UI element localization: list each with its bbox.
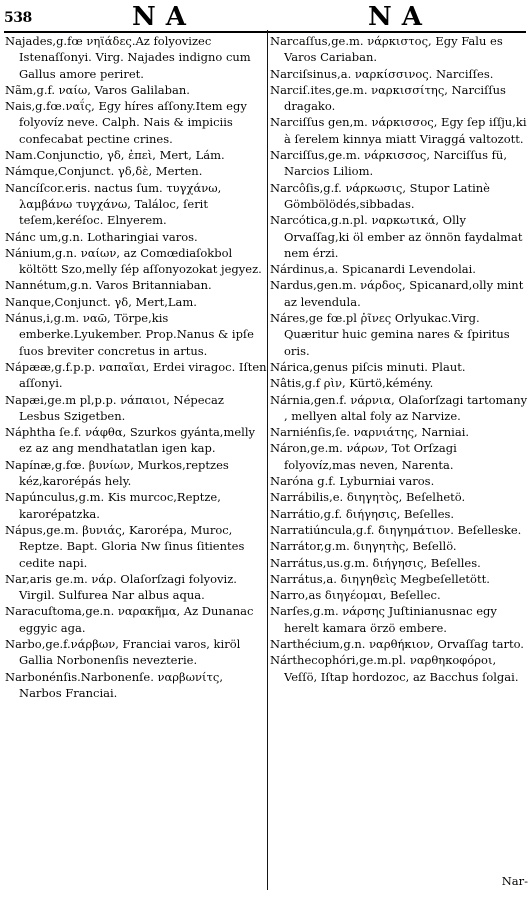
dictionary-entry: Narratiúncula,g.f. διηγημάτιον. Beſelleske. [270,522,522,537]
dictionary-entry: Nar,aris ge.m. νάρ. Olaſorſzagi folyoviz. Virgil. Sulfurea Nar albus aqua. [5,571,237,603]
dictionary-entry: Narrátus,us.g.m. διήγησις, Beſelles. [270,555,481,570]
dictionary-entry: Narthécium,g.n. ναρθήκιον, Orvaſſag tarto. [270,636,524,651]
dictionary-entry: Narniénſis,ſe. ναρνιάτης, Narniai. [270,425,470,440]
dictionary-entry: Nam.Conjunctio, γδ, ἐπεὶ, Mert, Lám. [5,148,225,163]
dictionary-entry: Náphtha ſe.f. νάφθα, Szurkos gyánta,melly ez az ang mendhatatlan igen kap. [5,425,256,456]
dictionary-entry: Narciſsinus,a. ναρκίσσινος. Narciſſes. [270,66,494,81]
dictionary-entry: Napúnculus,g.m. Kis murcoc,Reptze, karorépatzka. [5,490,221,521]
dictionary-entry: Nárdinus,a. Spicanardi Levendolai. [270,262,476,277]
dictionary-entry: Nardus,gen.m. νάρδος, Spicanard,olly mint az levendula. [270,278,524,309]
dictionary-entry: Narcôſis,g.f. νάρκωσις, Stupor Latinè Gömbölödés,sibbadas. [270,180,490,211]
dictionary-entry: Narciſſus,ge.m. νάρκισσος, Narciſſus fü, Narcios Liliom. [270,148,507,179]
dictionary-entry: Nannétum,g.n. Varos Britanniaban. [5,278,212,293]
dictionary-entry: Náres,ge fœ.pl ῥῖνες Orlyukac.Virg. Quæritur huic gemina nares & ſpiritus oris. [270,311,510,358]
dictionary-entry: Narrátus,a. διηγηθεὶς Megbeſelletött. [270,571,490,586]
left-column [5,33,267,701]
dictionary-entry: Narrábilis,e. διηγητὸς, Beſelhetö. [270,490,466,505]
dictionary-entry: Naróna g.f. Lyburniai varos. [270,474,435,489]
dictionary-entry: Nápææ,g.f.p.p. ναπαῖαι, Erdei viragoc. Iſten aſſonyi. [5,359,267,391]
dictionary-entry: Nánium,g.n. ναίων, az Comœdiaſokbol költött Szo,melly ſép aſſonyozokat jegyez. [5,245,262,277]
dictionary-entry: Narro,as διηγέομαι, Beſellec. [270,588,441,603]
dictionary-entry: Nápus,ge.m. βυνιάς, Karorépa, Muroc, Reptze. Bapt. Gloria Nw ſinus ſitientes cedite napi. [5,522,245,570]
dictionary-entry: Nánc um,g.n. Lotharingiai varos. [5,229,198,244]
dictionary-entry: Narrátio,g.f. διήγησις, Beſelles. [270,506,455,521]
dictionary-entry: Narciſ.ites,ge.m. ναρκισσίτης, Narciſſus dragako. [270,82,506,114]
dictionary-entry: Naracuſtoma,ge.n. ναρακῆμα, Az Dunanac eggyic aga. [5,604,254,635]
dictionary-entry: Narbo,ge.f.νάρβων, Franciai varos, kiröl Gallia Norbonenſis nevezterie. [5,636,241,668]
dictionary-entry: Narciſſus gen,m. νάρκισσος, Egy ſep iſſju,ki à ſerelem kinnya miatt Viraggá valtozott. [270,115,527,146]
dictionary-entry: Nárica,genus piſcis minuti. Plaut. [270,359,466,374]
dictionary-entry: Napæi,ge.m pl,p.p. νάπαιοι, Népecaz Lesbus Szigetben. [5,392,224,423]
dictionary-entry: Nancíſcor.eris. nactus ſum. τυγχάνω, λαμβάνω τυγχάνω, Találoc, ſerit teſem,keréſoc. Elnyerem. [5,180,222,228]
right-column [270,33,530,685]
dictionary-entry: Narſes,g.m. νάρσης Juſtinianusnac egy herelt kamara örzö embere. [270,604,497,635]
dictionary-entry: Náron,ge.m. νάρων, Tot Orſzagi folyovíz,mas neven, Narenta. [270,441,457,472]
dictionary-entry: Narcótica,g.n.pl. ναρκωτικά, Olly Orvaſſag,ki öl ember az önnön faydalmat nem érzi. [270,213,523,260]
running-head-left: NA [132,2,196,32]
dictionary-entry: Narcaſſus,ge.m. νάρκιστος, Egy Falu es Varos Cariaban. [270,34,503,65]
page-number: 538 [4,10,32,26]
dictionary-entry: Narbonénſis.Narbonenſe. ναρβωνίτς, Narbos Franciai. [5,669,224,700]
dictionary-entry: Nâtis,g.f ρὶν, Kürtö,kémény. [270,376,434,391]
dictionary-entry: Nárthecophóri,ge.m.pl. ναρθηκοφόροι, Veſſö, Iſtap hordozoc, az Bacchus ſolgai. [270,653,519,684]
dictionary-entry: Nánus,i,g.m. ναῶ, Törpe,kis emberke.Lyukember. Prop.Nanus & ipſe ſuos breviter concretus in artus. [5,311,254,358]
dictionary-entry: Námque,Conjunct. γδ,δὲ, Merten. [5,164,203,179]
dictionary-entry: Nanque,Conjunct. γδ, Mert,Lam. [5,294,197,309]
dictionary-entry: Najades,g.fœ νηϊάδες.Az folyovizec Istenaſſonyi. Virg. Najades indigno cum Gallus amore periret. [5,34,251,81]
column-divider [267,30,268,890]
catchword: Nar- [501,874,528,888]
dictionary-entry: Nãm,g.f. ναίω, Varos Galilaban. [5,82,190,97]
dictionary-entry: Nárnia,gen.f. νάρνια, Olaſorſzagi tartomany , mellyen altal foly az Narvize. [270,392,528,423]
dictionary-entry: Napínæ,g.fœ. βυνίων, Murkos,reptzes kéz,karorépás hely. [5,457,229,489]
dictionary-entry: Narrátor,g.m. διηγητὴς, Beſellö. [270,539,457,554]
running-head-right: NA [368,2,432,32]
dictionary-entry: Nais,g.fœ.ναΐς, Egy híres aſſony.Item egy folyovíz neve. Calph. Nais & impiciis confecabat pectine crines. [5,99,247,146]
